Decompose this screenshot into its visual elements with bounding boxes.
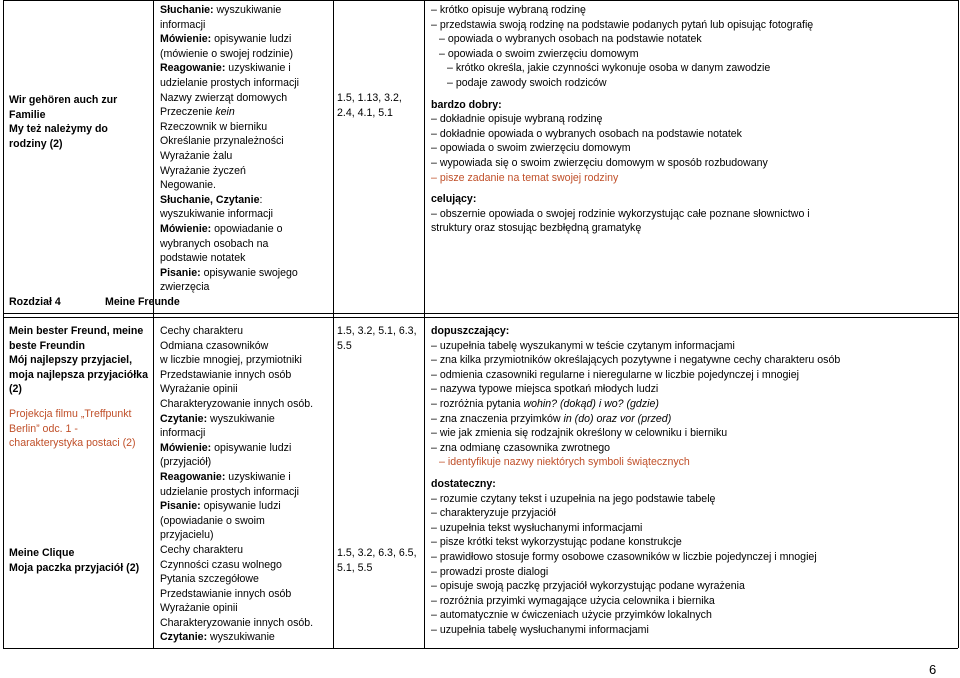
requirement-line: [431, 156, 956, 171]
requirement-text: – dokładnie opisuje wybraną rodzinę: [431, 113, 603, 126]
requirement-text: – przedstawia swoją rodzinę na podstawie podanych pytań lub opisując fotografię: [431, 18, 814, 31]
skill-text: :: [259, 193, 263, 206]
skill-text: Odmiana czasowników: [160, 339, 269, 352]
skill-line: [160, 134, 332, 149]
requirement-line: [431, 397, 956, 412]
skill-line: [160, 601, 332, 616]
skill-line: [160, 178, 332, 193]
requirement-line: [431, 565, 956, 580]
skill-line: [160, 222, 332, 237]
skill-text: wyszukiwanie: [210, 412, 275, 425]
curriculum-refs: [337, 324, 417, 353]
skill-line: [160, 105, 332, 120]
skill-text: wybranych osobach na: [160, 237, 269, 250]
skill-line: [160, 324, 332, 339]
requirements-cell: [431, 324, 956, 637]
requirement-text: dostateczny:: [431, 477, 496, 490]
ref-line: 1.5, 1.13, 3.2,: [337, 92, 402, 104]
skill-text: wyszukiwanie: [216, 4, 282, 16]
requirement-text: – podaje zawody swoich rodziców: [447, 76, 607, 89]
requirement-line: [431, 61, 956, 76]
requirement-text: – pisze zadanie na temat swojej rodziny: [431, 171, 619, 184]
skill-line: [160, 120, 332, 135]
requirement-text: – odmienia czasowniki regularne i nieregularne w liczbie pojedynczej i mnogiej: [431, 368, 800, 381]
skills-cell: [160, 324, 332, 645]
requirement-line: [431, 221, 956, 236]
requirement-text: – prawidłowo stosuje formy osobowe czasowników w liczbie pojedynczej i mnogiej: [431, 550, 817, 563]
requirement-line: [431, 455, 956, 470]
skill-line: [160, 528, 332, 543]
skill-line: [160, 76, 332, 91]
skill-line: [160, 18, 332, 33]
skill-line: [160, 3, 332, 18]
skill-line: [160, 207, 332, 222]
requirement-line: [431, 412, 956, 427]
requirement-line: [431, 382, 956, 397]
skill-line: [160, 47, 332, 62]
requirement-text: – uzupełnia tekst wysłuchanymi informacjami: [431, 521, 643, 534]
skill-text: wyszukiwanie: [210, 631, 275, 644]
ref-line: 5.5: [337, 339, 352, 352]
topic-cell: [9, 546, 151, 575]
requirements-cell: [431, 3, 956, 236]
ref-line: 1.5, 3.2, 6.3, 6.5,: [337, 547, 417, 559]
skill-text: udzielanie prostych informacji: [160, 485, 299, 498]
topic-cell: [9, 324, 151, 451]
skill-label: Pisanie:: [160, 266, 204, 279]
skill-text: (mówienie o swojej rodzinie): [160, 47, 294, 60]
skill-text: udzielanie prostych informacji: [160, 76, 299, 89]
topic-line: Familie: [9, 108, 46, 121]
skill-label: Słuchanie:: [160, 4, 217, 16]
skill-text: (przyjaciół): [160, 456, 212, 469]
requirement-text: dopuszczający:: [431, 325, 510, 337]
skill-line: [160, 616, 332, 631]
requirement-line: [431, 207, 956, 222]
skill-text: informacji: [160, 427, 206, 440]
col-border: [333, 0, 334, 648]
grade-heading: [431, 324, 956, 339]
skill-label: Słuchanie, Czytanie: [160, 193, 260, 206]
skill-line: [160, 630, 332, 645]
skill-line: [160, 572, 332, 587]
skill-text: Charakteryzowanie innych osób.: [160, 397, 314, 410]
requirement-text: – charakteryzuje przyjaciół: [431, 507, 556, 520]
skill-line: [160, 368, 332, 383]
film-line: Berlin” odc. 1 -: [9, 422, 78, 435]
requirement-line: [431, 127, 956, 142]
skill-line: [160, 412, 332, 427]
requirement-line: [431, 141, 956, 156]
topic-line: rodziny (2): [9, 137, 63, 150]
requirement-line: [431, 353, 956, 368]
skill-line: [160, 149, 332, 164]
requirement-text: – rozumie czytany tekst i uzupełnia na jego podstawie tabelę: [431, 492, 716, 505]
requirement-text: bardzo dobry:: [431, 98, 502, 111]
grade-heading: [431, 98, 956, 113]
requirement-line: [431, 76, 956, 91]
requirement-text: celujący:: [431, 193, 477, 206]
requirement-text: – automatycznie w ćwiczeniach użycie przyimków lokalnych: [431, 609, 712, 622]
skill-label: Mówienie:: [160, 441, 215, 454]
requirement-italic: wohin? (dokąd) i wo? (gdzie): [523, 397, 659, 410]
requirement-line: [431, 550, 956, 565]
skill-line: [160, 397, 332, 412]
film-line: charakterystyka postaci (2): [9, 437, 136, 450]
skill-label: Reagowanie:: [160, 62, 229, 75]
col-border: [3, 0, 4, 648]
requirement-text: – uzupełnia tabelę wyszukanymi w teście czytanym informacjami: [431, 339, 735, 352]
topic-line: (2): [9, 383, 22, 396]
requirement-line: [431, 594, 956, 609]
skill-italic: kein: [215, 106, 235, 119]
requirement-line: [431, 368, 956, 383]
requirement-line: [431, 579, 956, 594]
skill-text: zwierzęcia: [160, 281, 210, 294]
requirement-text: – wypowiada się o swoim zwierzęciu domowym w sposób rozbudowany: [431, 156, 768, 169]
requirement-text: – wie jak zmienia się rodzajnik określony w celowniku i bierniku: [431, 427, 728, 440]
skill-line: [160, 91, 332, 106]
col-border: [958, 0, 959, 648]
topic-line: Meine Clique: [9, 547, 75, 559]
row-divider: [3, 313, 958, 314]
skill-line: [160, 237, 332, 252]
requirement-line: [431, 521, 956, 536]
skill-line: [160, 543, 332, 558]
skill-text: Pytania szczegółowe: [160, 573, 259, 586]
requirement-text: – rozróżnia przyimki wymagające użycia celownika i biernika: [431, 594, 715, 607]
grade-heading: [431, 477, 956, 492]
requirement-text: – zna odmianę czasownika zwrotnego: [431, 441, 611, 454]
skill-line: [160, 164, 332, 179]
skill-text: w liczbie mnogiej, przymiotniki: [160, 354, 302, 367]
ref-line: 2.4, 4.1, 5.1: [337, 106, 393, 119]
requirement-line: [431, 492, 956, 507]
requirement-text: – krótko opisuje wybraną rodzinę: [431, 4, 586, 16]
spacer: [431, 91, 956, 98]
requirement-text: – nazywa typowe miejsca spotkań młodych ludzi: [431, 383, 659, 396]
requirement-text: – pisze krótki tekst wykorzystując podane konstrukcje: [431, 536, 682, 549]
skill-line: [160, 558, 332, 573]
curriculum-refs: [337, 546, 417, 575]
skill-line: [160, 470, 332, 485]
requirement-text: – dokładnie opowiada o wybranych osobach na podstawie notatek: [431, 127, 742, 140]
skill-text: Negowanie.: [160, 179, 216, 192]
skill-line: [160, 193, 332, 208]
skill-text: Czynności czasu wolnego: [160, 558, 282, 571]
requirement-line: [431, 32, 956, 47]
skill-line: [160, 587, 332, 602]
requirement-line: [431, 608, 956, 623]
skill-text: uzyskiwanie i: [228, 62, 291, 75]
skill-line: [160, 499, 332, 514]
skill-line: [160, 441, 332, 456]
requirement-text: – opowiada o wybranych osobach na podstawie notatek: [439, 33, 702, 46]
ref-line: 5.1, 5.5: [337, 561, 373, 574]
requirement-text: – zna kilka przymiotników określających pozytywne i negatywne cechy charakteru osób: [431, 354, 841, 367]
topic-line: Mein bester Freund, meine: [9, 325, 144, 337]
topic-line: Mój najlepszy przyjaciel,: [9, 354, 133, 367]
requirement-text: – opowiada o swoim zwierzęciu domowym: [431, 142, 631, 155]
skill-text: opowiadanie o: [214, 222, 283, 235]
topic-line: beste Freundin: [9, 339, 85, 352]
skill-text: Cechy charakteru: [160, 543, 244, 556]
topic-line: Wir gehören auch zur: [9, 94, 118, 106]
requirement-line: [431, 339, 956, 354]
skill-label: Mówienie:: [160, 222, 215, 235]
requirement-text: – prowadzi proste dialogi: [431, 565, 549, 578]
skill-label: Czytanie:: [160, 412, 211, 425]
skill-text: Wyrażanie życzeń: [160, 164, 246, 177]
skill-text: Rzeczownik w bierniku: [160, 120, 268, 133]
requirement-text: – obszernie opowiada o swojej rodzinie wykorzystując całe poznane słownictwo i: [431, 207, 810, 220]
skill-text: Wyrażanie opinii: [160, 383, 238, 396]
requirement-line: [431, 623, 956, 638]
chapter-title: Meine Freunde: [105, 296, 180, 308]
skill-text: Cechy charakteru: [160, 325, 244, 337]
requirement-line: [431, 426, 956, 441]
skill-text: Określanie przynależności: [160, 135, 284, 148]
skill-line: [160, 280, 332, 295]
skill-text: uzyskiwanie i: [228, 470, 291, 483]
skill-label: Czytanie:: [160, 631, 211, 644]
skill-text: przyjacielu): [160, 529, 214, 542]
skill-text: informacji: [160, 18, 206, 31]
skill-text: Przeczenie: [160, 106, 216, 119]
skill-line: [160, 382, 332, 397]
requirement-text: – krótko określa, jakie czynności wykonuje osoba w danym zawodzie: [447, 62, 771, 75]
skill-line: [160, 251, 332, 266]
skill-text: Nazwy zwierząt domowych: [160, 91, 288, 104]
skill-line: [160, 266, 332, 281]
skill-line: [160, 353, 332, 368]
col-border: [153, 0, 154, 648]
requirement-line: [431, 3, 956, 18]
requirement-line: [431, 171, 956, 186]
requirement-text: struktury oraz stosując bezbłędną gramatykę: [431, 222, 642, 235]
requirement-text: – zna znaczenia przyimków: [431, 412, 564, 425]
skill-line: [160, 455, 332, 470]
row-divider: [3, 317, 958, 318]
requirement-text: – rozróżnia pytania: [431, 397, 524, 410]
skill-label: Mówienie:: [160, 33, 215, 46]
spacer: [431, 185, 956, 192]
topic-line: My też należymy do: [9, 123, 108, 136]
requirement-line: [431, 18, 956, 33]
skill-text: Przedstawianie innych osób: [160, 368, 292, 381]
skill-text: Charakteryzowanie innych osób.: [160, 616, 314, 629]
table-top-border: [3, 0, 958, 1]
skill-line: [160, 485, 332, 500]
skill-text: opisywanie swojego: [203, 266, 298, 279]
topic-cell: [9, 93, 151, 151]
requirement-italic: in (do) oraz vor (przed): [563, 412, 672, 425]
skill-text: Przedstawianie innych osób: [160, 587, 292, 600]
skill-text: Wyrażanie opinii: [160, 602, 238, 615]
page-number: 6: [929, 662, 937, 677]
skills-cell: [160, 3, 332, 295]
requirement-line: [431, 535, 956, 550]
skill-text: opisywanie ludzi: [214, 33, 292, 46]
skill-label: Reagowanie:: [160, 470, 229, 483]
curriculum-refs: [337, 91, 402, 120]
skill-text: opisywanie ludzi: [203, 500, 281, 513]
skill-text: podstawie notatek: [160, 252, 246, 265]
requirement-line: [431, 112, 956, 127]
table-bottom-border: [3, 648, 958, 649]
skill-line: [160, 426, 332, 441]
requirement-text: – opisuje swoją paczkę przyjaciół wykorzystując podane wyrażenia: [431, 580, 745, 593]
requirement-line: [431, 506, 956, 521]
skill-text: opisywanie ludzi: [214, 441, 292, 454]
requirement-text: – identyfikuje nazwy niektórych symboli świątecznych: [439, 456, 690, 469]
chapter-number: Rozdział 4: [9, 296, 61, 308]
spacer: [431, 470, 956, 477]
skill-text: Wyrażanie żalu: [160, 149, 233, 162]
grade-heading: [431, 192, 956, 207]
topic-line: moja najlepsza przyjaciółka: [9, 368, 148, 381]
skill-text: wyszukiwanie informacji: [160, 208, 274, 221]
skill-line: [160, 32, 332, 47]
requirement-line: [431, 47, 956, 62]
skill-line: [160, 514, 332, 529]
ref-line: 1.5, 3.2, 5.1, 6.3,: [337, 325, 417, 337]
skill-label: Pisanie:: [160, 500, 204, 513]
film-line: Projekcja filmu „Treffpunkt: [9, 407, 132, 420]
topic-line: Moja paczka przyjaciół (2): [9, 561, 140, 574]
requirement-text: – uzupełnia tabelę wysłuchanymi informacjami: [431, 623, 649, 636]
skill-text: (opowiadanie o swoim: [160, 514, 265, 527]
requirement-line: [431, 441, 956, 456]
requirement-text: – opowiada o swoim zwierzęciu domowym: [439, 47, 639, 60]
skill-line: [160, 339, 332, 354]
col-border: [424, 0, 425, 648]
skill-line: [160, 61, 332, 76]
